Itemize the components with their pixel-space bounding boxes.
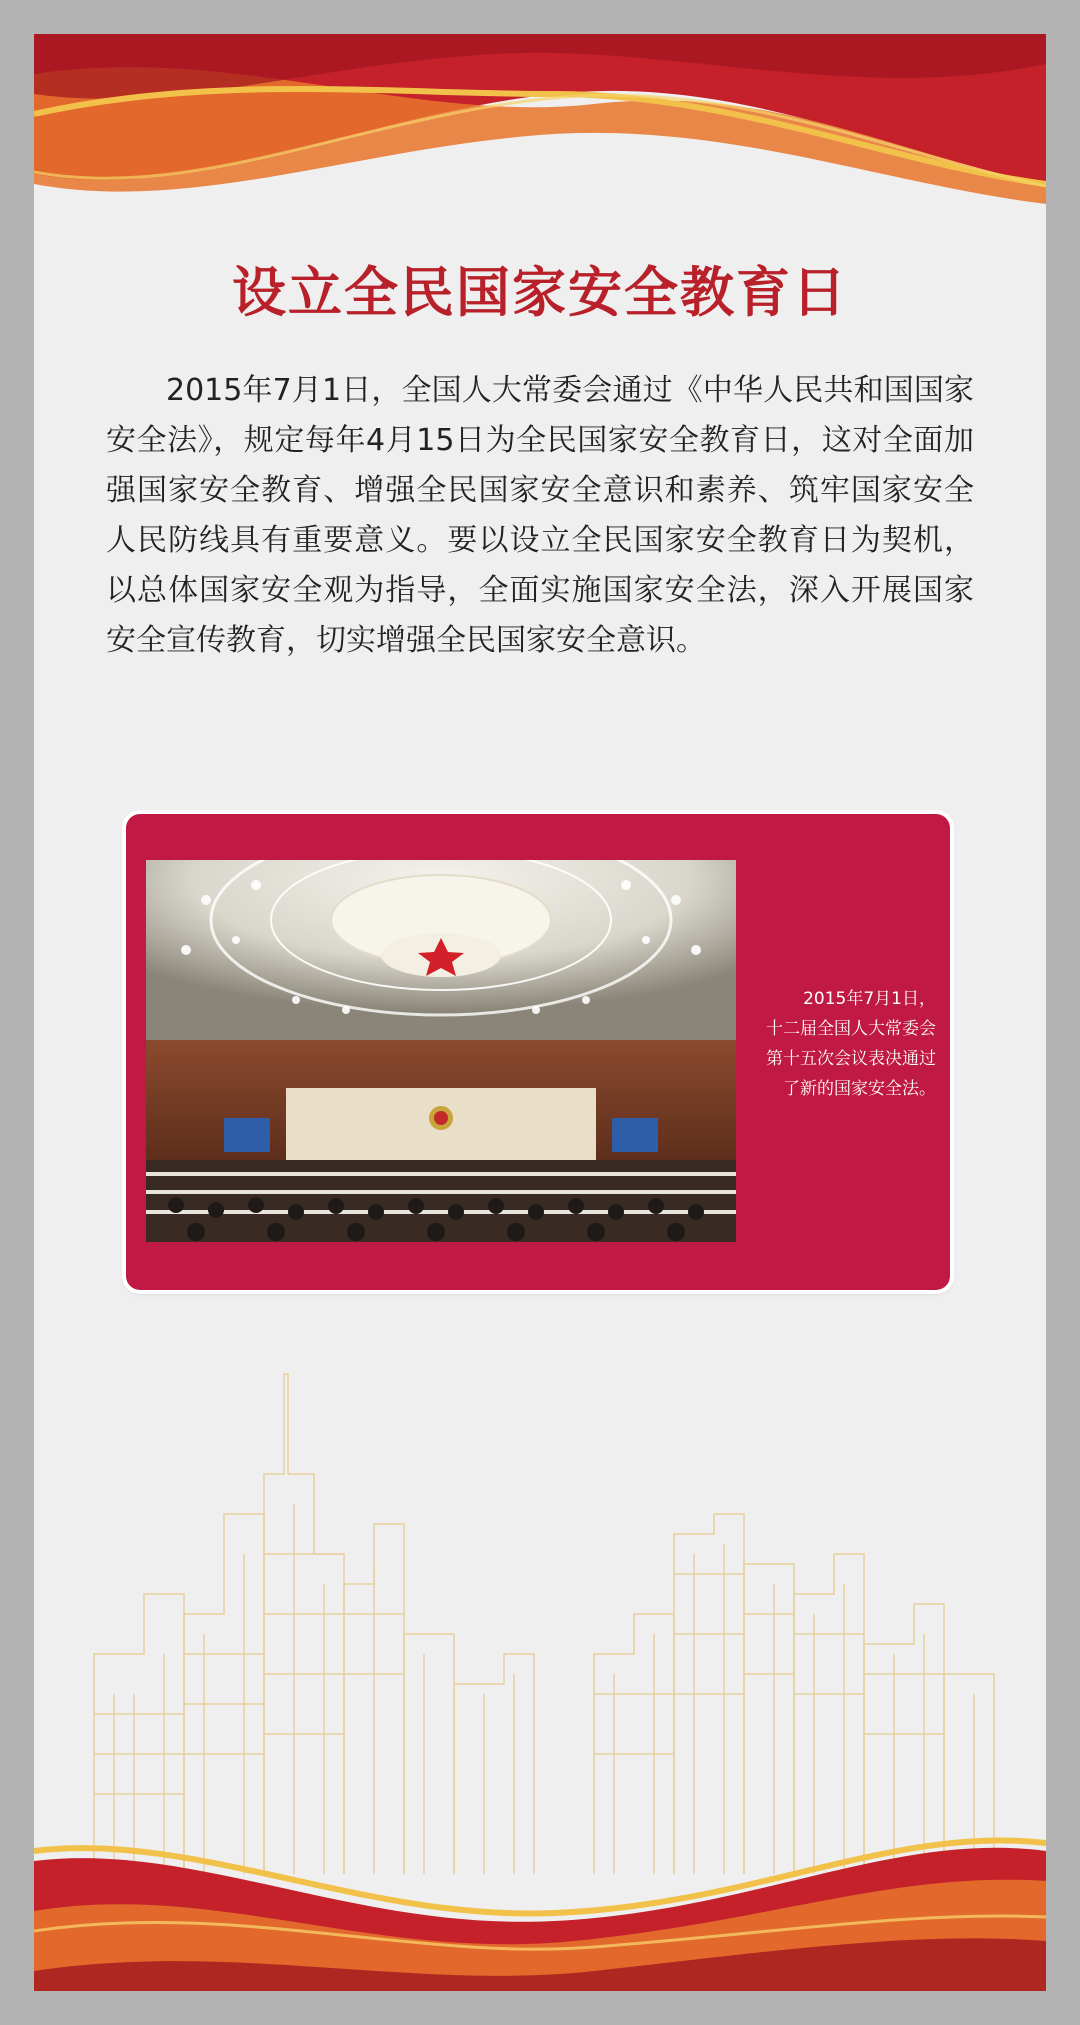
caption-line: 2015年7月1日， xyxy=(803,989,936,1009)
caption-line: 了新的国家安全法。 xyxy=(783,1079,936,1099)
photo-card xyxy=(126,814,950,1290)
city-skyline-decoration xyxy=(74,1354,1034,1874)
caption-line: 第十五次会议表决通过 xyxy=(766,1049,936,1069)
assembly-hall-photo xyxy=(146,860,736,1242)
bottom-wave-decoration xyxy=(34,1821,1046,1991)
caption-line: 十二届全国人大常委会 xyxy=(766,1019,936,1039)
body-paragraph: 2015年7月1日，全国人大常委会通过《中华人民共和国国家安全法》，规定每年4月15日为全民国家安全教育日，这对全面加强国家安全教育、增强全民国家安全意识和素养、筑牢国家安全人民防线具有重要意义。要以设立全民国家安全教育日为契机，以总体国家安全观为指导，全面实施国家安全法，深入开展国家安全宣传教育，切实增强全民国家安全意识。 xyxy=(106,373,974,658)
poster-title: 设立全民国家安全教育日 xyxy=(232,261,848,324)
top-wave-decoration xyxy=(34,34,1046,204)
poster xyxy=(34,34,1046,1991)
photo-caption xyxy=(746,984,936,1104)
